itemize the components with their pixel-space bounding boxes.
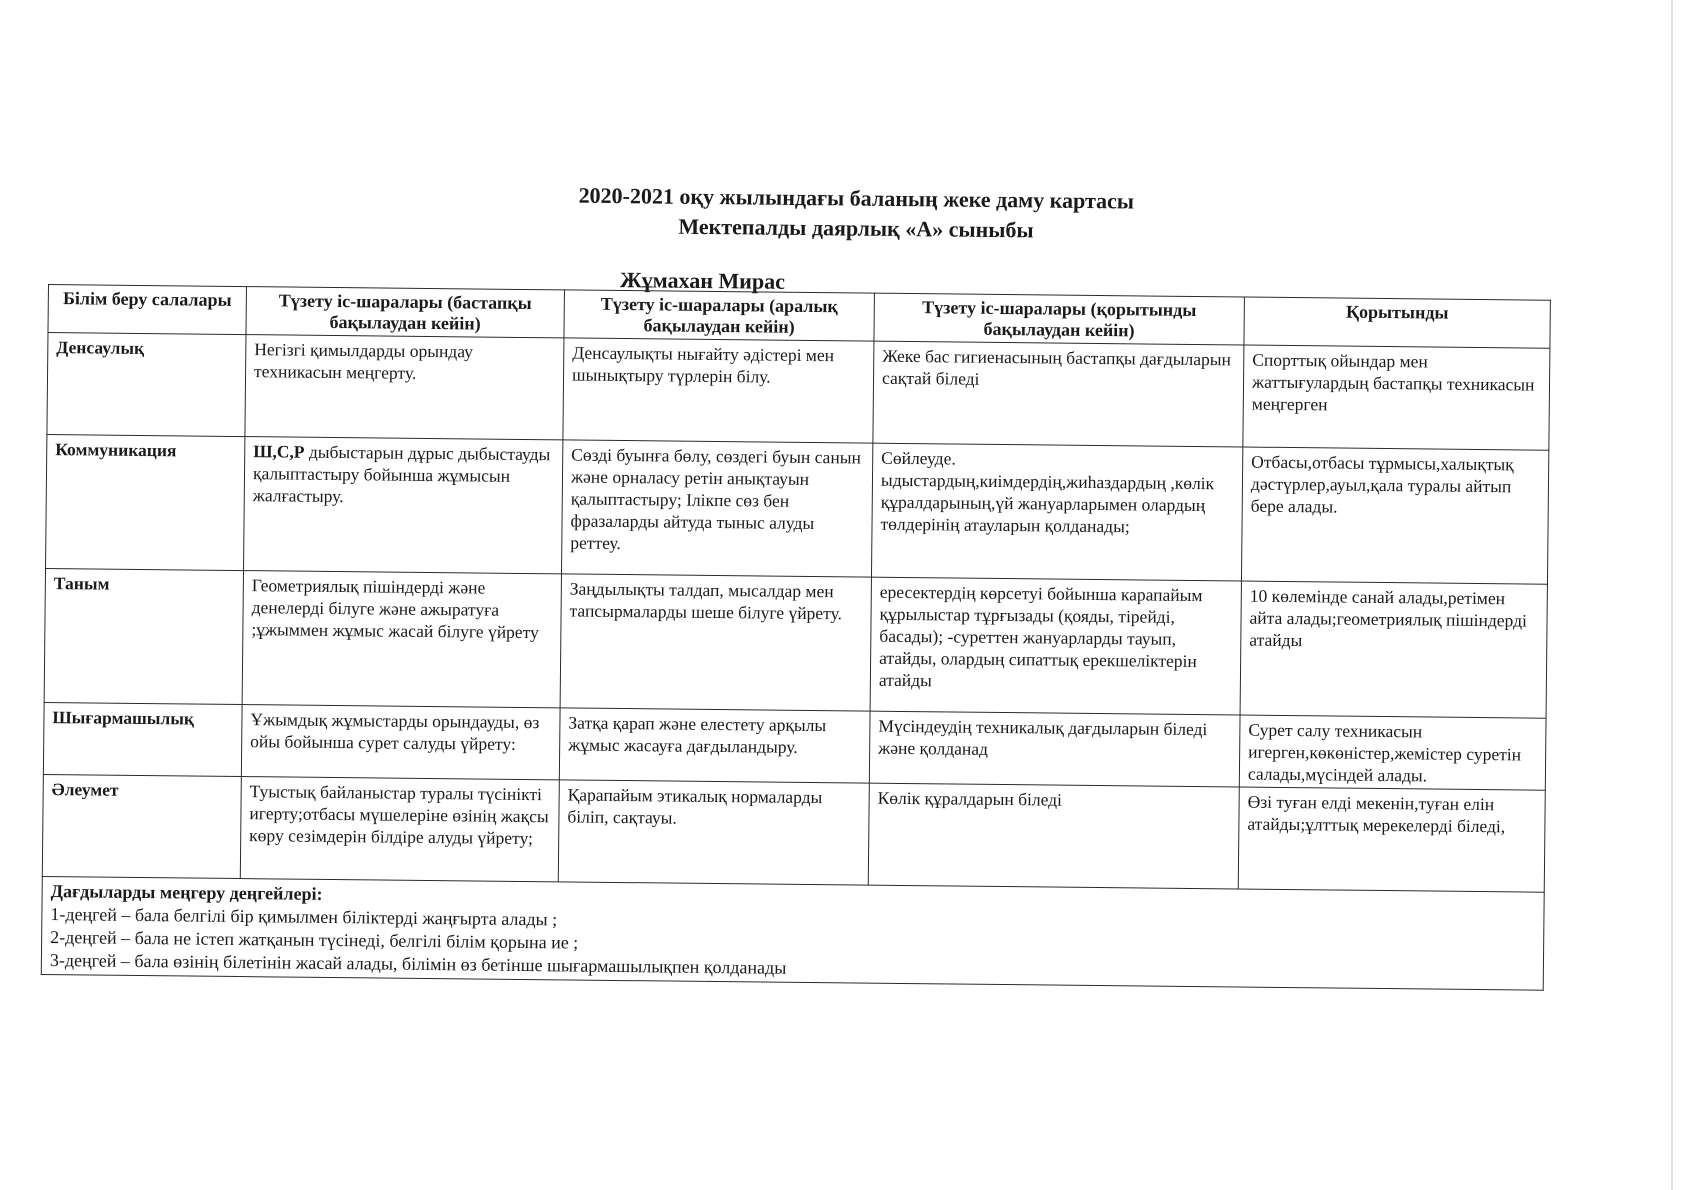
level-item: 2-деңгей – бала не істеп жатқанын түсінеді, белгілі білім қорына ие ; (50, 927, 579, 953)
level-item: 3-деңгей – бала өзінің білетінін жасай алады, білімін өз бетінше шығармашылықпен қолданады (49, 950, 787, 978)
document-subtitle: Мектепалды даярлық «А» сыныбы (678, 213, 1034, 243)
header-final: Түзету іс-шаралары (қорытынды бақылаудан кейін) (874, 293, 1244, 345)
final-cell: Сөйлеуде. ыдыстардың,киімдердің,жиһаздардың ,көлік құралдарының,үй жануарларымен олардың төлдерінің атауларын қолданады; (871, 443, 1242, 581)
area-cell: Әлеумет (42, 774, 241, 878)
development-map-table (41, 284, 1551, 991)
intermediate-cell: Денсаулықты нығайту әдістері мен шынықтыру түрлерін білу. (563, 338, 874, 443)
intermediate-cell: Затқа қарап және елестету арқылы жұмыс жасауға дағдыландыру. (559, 708, 870, 783)
result-cell: Өзі туған елді мекенін,туған елін атайды;ұлттық мерекелерді біледі, (1238, 787, 1545, 892)
development-map-sheet (41, 284, 1550, 991)
header-initial: Түзету іс-шаралары (бастапқы бақылаудан кейін) (246, 287, 564, 338)
initial-cell: Туыстық байланыстар туралы түсінікті игерту;отбасы мүшелеріне өзінің жақсы көру сезімдерін білдіре алуды үйрету; (240, 777, 559, 882)
document-title: 2020-2021 оқу жылындағы баланың жеке даму картасы (578, 182, 1135, 214)
area-cell: Шығармашылық (43, 702, 242, 776)
area-cell: Таным (44, 568, 243, 704)
result-cell: Спорттық ойындар мен жаттығулардың бастапқы техникасын меңгерген (1243, 345, 1550, 450)
student-name: Жұмахан Мирас (619, 267, 786, 294)
initial-text: дыбыстарын дұрыс дыбыстауды қалыптастыру бойынша жұмысын жалғастыру. (252, 441, 551, 507)
level-item: 1-деңгей – бала белгілі бір қимылмен біліктерді жаңғырта алады ; (50, 904, 558, 930)
area-cell: Денсаулық (47, 333, 246, 437)
final-cell: Көлік құралдарын біледі (868, 783, 1239, 889)
initial-cell: Геометриялық пішіндерді және денелерді білуге және ажыратуға ;ұжыммен жұмыс жасай білуге үйрету (242, 571, 561, 708)
document-header (0, 175, 1683, 253)
table-row (46, 434, 1549, 584)
final-cell: Жеке бас гигиенасының бастапқы дағдыларын сақтай біледі (873, 341, 1244, 447)
table-row (47, 333, 1550, 451)
table-row (44, 568, 1547, 718)
initial-cell (244, 437, 563, 574)
intermediate-cell: Қарапайым этикалық нормаларды біліп, сақтауы. (558, 780, 869, 885)
levels-row (41, 876, 1544, 990)
table-row (42, 774, 1545, 892)
header-intermediate: Түзету іс-шаралары (аралық бақылаудан кейін) (564, 290, 874, 341)
levels-title: Дағдыларды меңгеру деңгейлері: (50, 881, 323, 904)
header-areas: Білім беру салалары (48, 285, 246, 335)
result-cell: Сурет салу техникасын игерген,көкөністер,жемістер суретін салады,мүсіндей алады. (1239, 715, 1546, 790)
final-cell: ересектердің көрсетуі бойынша карапайым құрылыстар тұрғызады (қояды, тірейді, басады); -суреттен жануарларды тауып, атайды, олардың сипаттық ерекшеліктерін атайды (870, 577, 1241, 715)
scan-edge (1671, 0, 1673, 1190)
final-cell: Мүсіндеудің техникалық дағдыларын біледі және қолданад (869, 711, 1240, 787)
result-cell: Отбасы,отбасы тұрмысы,халықтық дәстүрлер,ауыл,қала туралы айтып бере алады. (1241, 447, 1548, 584)
skill-levels-legend (41, 876, 1544, 990)
area-cell: Коммуникация (46, 434, 245, 570)
initial-cell: Негізгі қимылдарды орындау техникасын меңгерту. (245, 335, 564, 440)
initial-bold-letters: Ш,С,Р (253, 441, 305, 462)
intermediate-cell: Заңдылықты талдап, мысалдар мен тапсырмаларды шеше білуге үйрету. (560, 574, 871, 711)
header-result: Қорытынды (1244, 297, 1550, 348)
result-cell: 10 көлемінде санай алады,ретімен айта алады;геометриялық пішіндерді атайды (1240, 581, 1547, 718)
initial-cell: Ұжымдық жұмыстарды орындауды, өз ойы бойынша сурет салуды үйрету: (241, 705, 560, 780)
intermediate-cell: Сөзді буынға бөлу, сөздегі буын санын және орналасу ретін анықтауын қалыптастыру; Ілікпе сөз бен фразаларды айтуда тыныс алуды реттеу. (561, 440, 872, 577)
